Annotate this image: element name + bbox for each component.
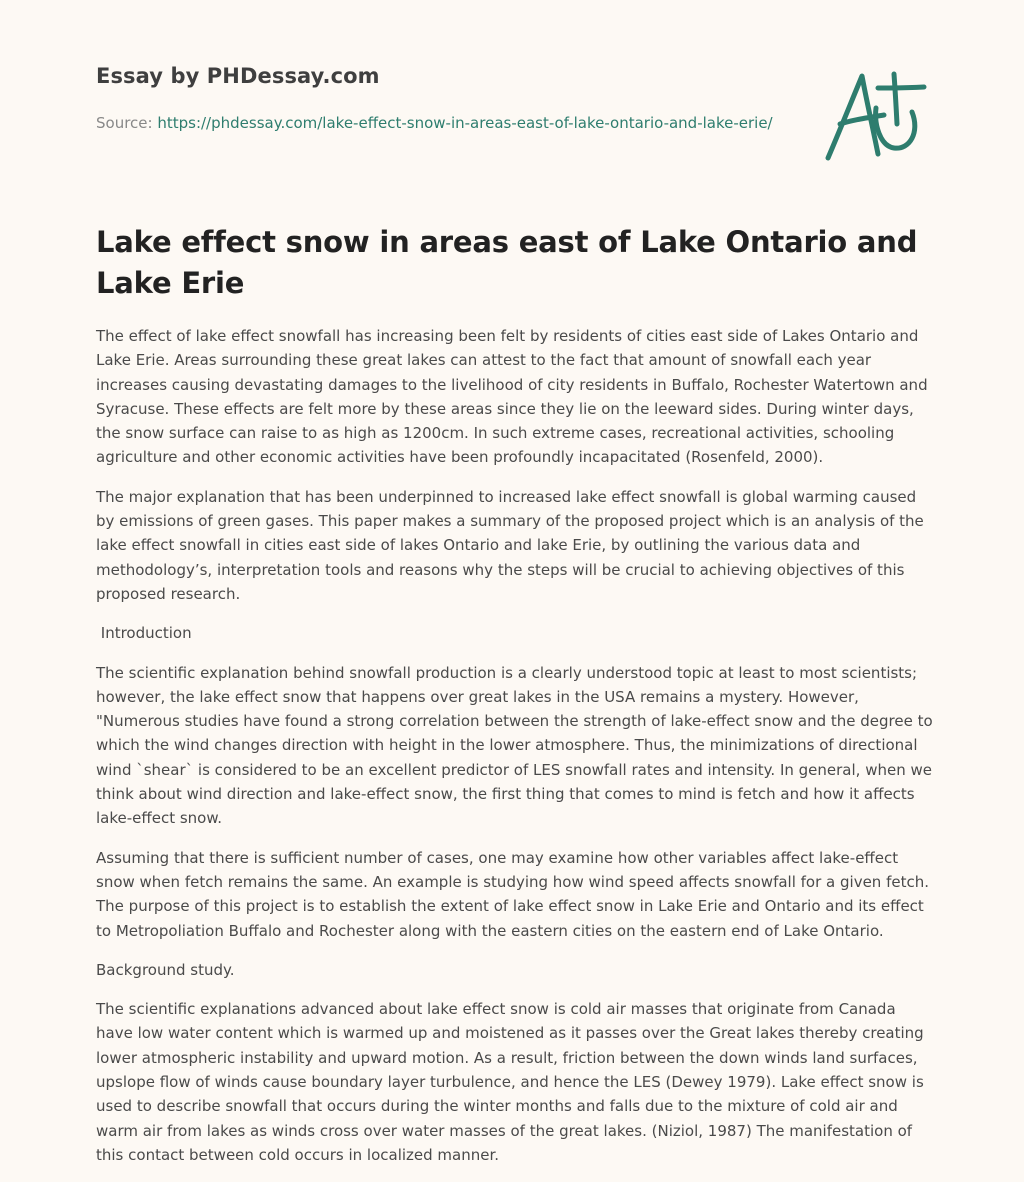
essay-paragraph: The major explanation that has been underpinned to increased lake effect snowfall is global warming caused by emissions of green gases. This paper makes a summary of the proposed project which is an analysis of the lake effect snowfall in cities east side of lakes Ontario and lake Erie, by outlining the various data and methodology’s, interpretation tools and reasons why the steps will be crucial to achieving objectives of this proposed research. [96, 487, 924, 603]
essay-body [96, 324, 934, 1182]
section-heading-background: Background study. [96, 960, 235, 979]
essay-paragraph: The scientific explanation behind snowfall production is a clearly understood topic at least to most scientists; however, the lake effect snow that happens over great lakes in the USA remains a mystery. However, "Numerous studies have found a strong correlation between the strength of lake-effect snow and the degree to which the wind changes direction with height in the lower atmosphere. Thus, the minimizations of directional wind `shear` is considered to be an excellent predictor of LES snowfall rates and intensity. In general, when we think about wind direction and lake-effect snow, the first thing that comes to mind is fetch and how it affects lake-effect snow. [96, 663, 933, 828]
essay-paragraph: Assuming that there is sufficient number of cases, one may examine how other variables affect lake-effect snow when fetch remains the same. An example is studying how wind speed affects snowfall for a given fetch. The purpose of this project is to establish the extent of lake effect snow in Lake Erie and Ontario and its effect to Metropoliation Buffalo and Rochester along with the eastern cities on the eastern end of Lake Ontario. [96, 848, 929, 940]
section-heading-introduction: Introduction [96, 624, 192, 643]
essay-paragraph: The scientific explanations advanced about lake effect snow is cold air masses that originate from Canada have low water content which is warmed up and moistened as it passes over the Great lakes thereby creating lower atmospheric instability and upward motion. As a result, friction between the down winds land surfaces, upslope flow of winds cause boundary layer turbulence, and hence the LES (Dewey 1979). Lake effect snow is used to describe snowfall that occurs during the winter months and falls due to the mixture of cold air and warm air from lakes as winds cross over water masses of the great lakes. (Niziol, 1987) The manifestation of this contact between cold occurs in localized manner. [96, 1000, 924, 1164]
source-link[interactable]: https://phdessay.com/lake-effect-snow-in-areas-east-of-lake-ontario-and-lake-erie/ [157, 114, 773, 132]
source-label: Source: [96, 114, 158, 132]
a-plus-logo-icon [818, 68, 930, 168]
source-line [96, 112, 776, 135]
essay-paragraph: The effect of lake effect snowfall has increasing been felt by residents of cities east side of Lakes Ontario and Lake Erie. Areas surrounding these great lakes can attest to the fact that amount of snowfall each year increases causing devastating damages to the livelihood of city residents in Buffalo, Rochester Watertown and Syracuse. These effects are felt more by these areas since they lie on the leeward sides. During winter days, the snow surface can raise to as high as 1200cm. In such extreme cases, recreational activities, schooling agriculture and other economic activities have been profoundly incapacitated (Rosenfeld, 2000). [96, 327, 928, 467]
essay-title: Lake effect snow in areas east of Lake Ontario and Lake Erie [96, 225, 918, 300]
site-brand: Essay by PHDessay.com [96, 64, 380, 88]
